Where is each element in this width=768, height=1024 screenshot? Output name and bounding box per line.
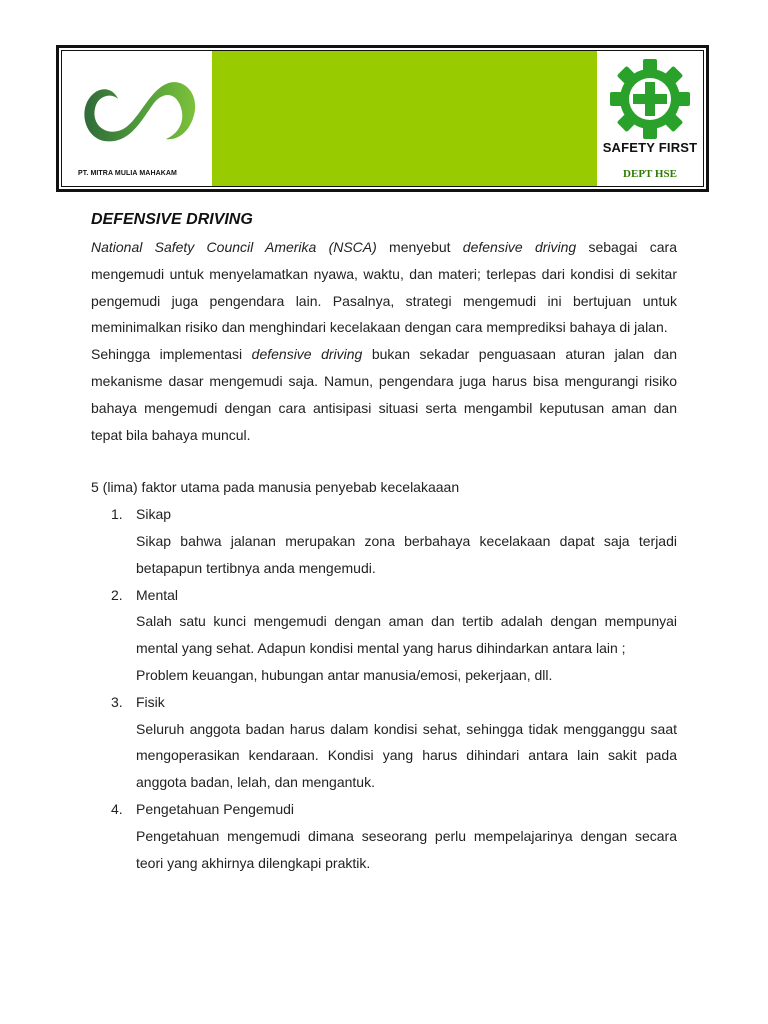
- document-body: [91, 206, 677, 876]
- para1-text-a: menyebut: [376, 239, 463, 255]
- company-logo-box: [62, 51, 212, 186]
- para2-term: defensive driving: [251, 346, 363, 363]
- gear-cross-icon: [605, 59, 695, 139]
- list-item-description: Seluruh anggota badan harus dalam kondisi sehat, sehingga tidak mengganggu saat mengoperasikan kendaraan. Kondisi yang harus dihindari antara lain sakit pada anggota badan, lelah, dan mengantuk.: [136, 720, 677, 791]
- para2-text-b: bukan sekadar penguasaan aturan jalan dan mekanisme dasar mengemudi saja. Namun, pengendara juga harus bisa mengurangi risiko bahaya mengemudi dengan cara antisipasi situasi serta mengambil keputusan aman dan tepat bila bahaya muncul.: [91, 346, 678, 443]
- list-item-title: Mental: [136, 586, 179, 603]
- header-inner: [61, 50, 704, 187]
- list-intro: 5 (lima) faktor utama pada manusia penyebab kecelakaaan: [91, 479, 460, 496]
- list-item-title: Pengetahuan Pengemudi: [136, 800, 295, 817]
- factor-list: [91, 501, 677, 876]
- list-item-description: Salah satu kunci mengemudi dengan aman dan tertib adalah dengan mempunyai mental yang sehat. Adapun kondisi mental yang harus dihindarkan antara lain ;: [136, 613, 677, 657]
- list-item-description: Pengetahuan mengemudi dimana seseorang perlu mempelajarinya dengan secara teori yang akhirnya dilengkapi praktik.: [136, 827, 677, 871]
- para1-text-b: sebagai cara mengemudi untuk menyelamatkan nyawa, waktu, dan materi; terlepas dari kondisi di sekitar pengemudi juga pengendara lain. Pasalnya, strategi mengemudi ini bertujuan untuk meminimalkan risiko dan menghindari kecelakaan dengan cara memprediksi bahaya di jalan.: [91, 239, 677, 336]
- list-item: [91, 796, 677, 876]
- paragraph-1: [91, 234, 677, 341]
- safety-first-label: SAFETY FIRST: [602, 140, 698, 155]
- company-name: PT. MITRA MULIA MAHAKAM: [78, 170, 177, 177]
- safety-first-box: [597, 51, 703, 186]
- list-item: [91, 582, 677, 689]
- para2-text-a: Sehingga implementasi: [91, 346, 252, 363]
- list-item-description: Sikap bahwa jalanan merupakan zona berbahaya kecelakaan dapat saja terjadi betapapun tertibnya anda mengemudi.: [136, 532, 677, 576]
- para1-org: National Safety Council Amerika (NSCA): [91, 239, 377, 255]
- list-item-number: 2.: [111, 586, 123, 603]
- dept-label: DEPT HSE: [623, 168, 677, 180]
- paragraph-2: [91, 341, 677, 448]
- list-item: [91, 689, 677, 796]
- infinity-swirl-logo-icon: [74, 69, 200, 159]
- list-item-number: 3.: [111, 693, 123, 710]
- para1-term: defensive driving: [462, 239, 577, 255]
- document-title: DEFENSIVE DRIVING: [91, 211, 253, 228]
- spacer: [91, 448, 677, 474]
- list-item-title: Fisik: [136, 693, 165, 710]
- list-item-title: Sikap: [136, 506, 172, 523]
- list-item-number: 4.: [111, 800, 123, 817]
- header-green-band: [212, 51, 597, 186]
- document-header: [56, 45, 709, 192]
- list-item-number: 1.: [111, 506, 123, 523]
- list-item: [91, 501, 677, 581]
- list-item-extra: Problem keuangan, hubungan antar manusia/emosi, pekerjaan, dll.: [136, 666, 553, 683]
